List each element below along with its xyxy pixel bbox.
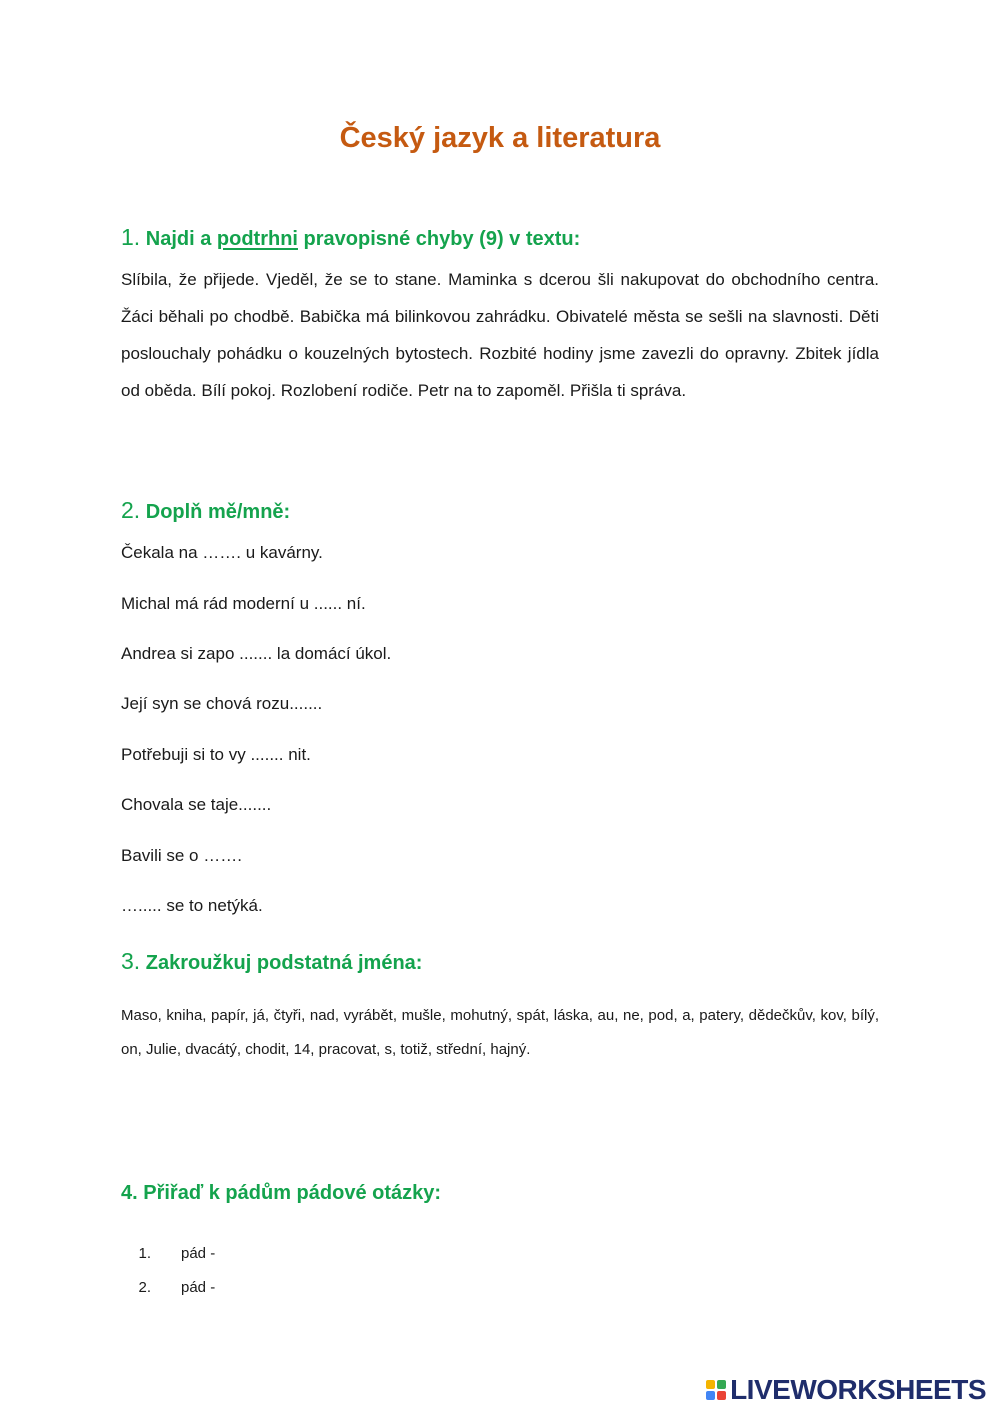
logo-square bbox=[717, 1380, 726, 1389]
task2-line-3: Andrea si zapo ....... la domácí úkol. bbox=[121, 644, 392, 663]
task2-line-4: Její syn se chová rozu....... bbox=[121, 694, 323, 713]
logo-square bbox=[706, 1391, 715, 1400]
task1-heading-text-after: pravopisné chyby (9) v textu: bbox=[303, 228, 581, 250]
logo-square bbox=[717, 1391, 726, 1400]
list-item-text: pád - bbox=[181, 1244, 216, 1262]
list-item bbox=[121, 1236, 215, 1270]
task2-number: 2. bbox=[121, 497, 141, 523]
task2-line-1: Čekala na ……. u kavárny. bbox=[121, 543, 323, 562]
list-item bbox=[121, 1270, 215, 1304]
task2-line-7: Bavili se o ……. bbox=[121, 846, 242, 865]
task2-heading bbox=[121, 497, 290, 524]
page-title: Český jazyk a literatura bbox=[339, 122, 661, 154]
task2-line-5: Potřebuji si to vy ....... nit. bbox=[121, 745, 311, 764]
liveworksheets-logo-icon bbox=[706, 1380, 726, 1400]
list-item-number: 1. bbox=[138, 1244, 151, 1262]
task1-heading-text-before: Najdi a bbox=[145, 228, 212, 250]
task1-heading bbox=[121, 224, 580, 251]
task4-heading: 4. Přiřaď k pádům pádové otázky: bbox=[121, 1182, 442, 1204]
task1-heading-underlined: podtrhni bbox=[216, 228, 298, 250]
task1-number: 1. bbox=[121, 224, 141, 250]
list-item-text: pád - bbox=[181, 1278, 216, 1296]
task2-heading-text: Doplň mě/mně: bbox=[145, 501, 291, 523]
list-item-number: 2. bbox=[138, 1278, 151, 1296]
task3-heading-text: Zakroužkuj podstatná jména: bbox=[145, 952, 423, 974]
liveworksheets-brand bbox=[706, 1374, 986, 1406]
task3-words: Maso, kniha, papír, já, čtyři, nad, vyrábět, mušle, mohutný, spát, láska, au, ne, pod, a, patery, dědečkův, kov, bílý, on, Julie, dvacátý, chodit, 14, pracovat, s, totiž, střední, hajný. bbox=[121, 1007, 879, 1058]
task2-line-8: …..... se to netýká. bbox=[121, 896, 263, 915]
task2-line-6: Chovala se taje....... bbox=[121, 795, 272, 814]
task4-list bbox=[121, 1236, 215, 1304]
task3-heading bbox=[121, 948, 422, 975]
task2-line-2: Michal má rád moderní u ...... ní. bbox=[121, 594, 366, 613]
logo-square bbox=[706, 1380, 715, 1389]
brand-name: LIVEWORKSHEETS bbox=[730, 1374, 986, 1405]
task3-number: 3. bbox=[121, 948, 141, 974]
task1-paragraph: Slíbila, že přijede. Vjeděl, že se to stane. Maminka s dcerou šli nakupovat do obchodního centra. Žáci běhali po chodbě. Babička má bilinkovou zahrádku. Obivatelé města se sešli na slavnosti. Děti poslouchaly pohádku o kouzelných bytostech. Rozbité hodiny jsme zavezli do opravny. Zbitek jídla od oběda. Bílí pokoj. Rozlobení rodiče. Petr na to zapoměl. Přišla ti správa. bbox=[121, 270, 879, 400]
